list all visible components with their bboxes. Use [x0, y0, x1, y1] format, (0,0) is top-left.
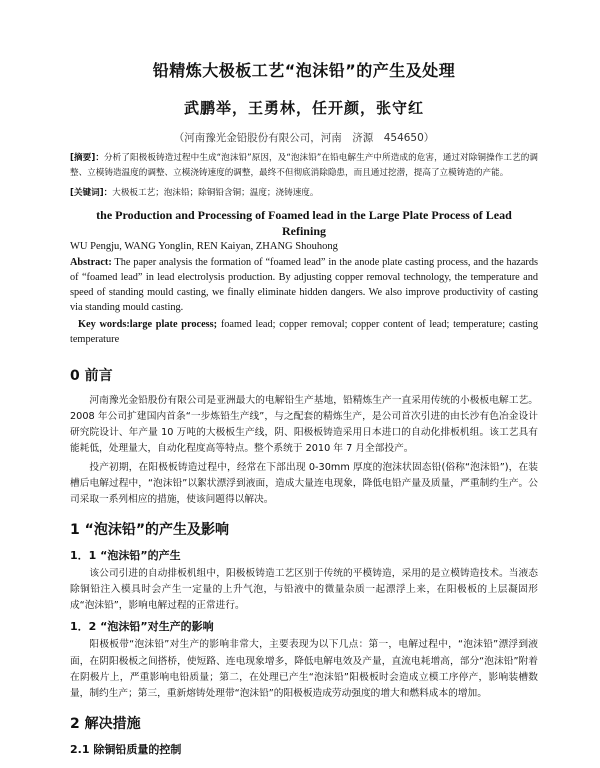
- authors-en: WU Pengju, WANG Yonglin, REN Kaiyan, ZHANG Shouhong: [70, 240, 338, 252]
- affiliation-cn: （河南豫光金铅股份有限公司，河南 济源 454650）: [173, 132, 435, 144]
- abstract-cn-text: 分析了阳极板铸造过程中生成“泡沫铅”原因，及“泡沫铅”在铅电解生产中所造成的危害，通过对除铜操作工艺的调整、立模铸造温度的调整、立模浇铸速度的调整，最终不但彻底消除隐患，而且通过挖潜，提高了立模铸造的产能。: [70, 153, 538, 178]
- paper-title-en: the Production and Processing of Foamed lead in the Large Plate Process of Lead Refining: [96, 207, 512, 238]
- abstract-en-label: Abstract:: [70, 256, 112, 268]
- section-1-2-heading: 1．2 “泡沫铅”对生产的影响: [70, 620, 214, 634]
- authors-cn: 武鹏举，王勇林，任开颜，张守红: [183, 99, 424, 117]
- abstract-en-text: The paper analysis the formation of “foamed lead” in the anode plate casting process, and the hazards of “foamed lead” in lead electrolysis production. By adjusting copper removal technology, the temperature and speed of standing mould casting, we finally eliminate hidden dangers. We also improve productivity of casting via standing mould casting.: [70, 256, 538, 313]
- keywords-en-text: foamed lead; copper removal; copper content of lead; temperature; casting temperature: [70, 318, 538, 345]
- keywords-en-bold: large plate process;: [129, 318, 218, 330]
- section-2-1-heading: 2.1 除铜铅质量的控制: [70, 742, 182, 756]
- section-1-1-heading: 1．1 “泡沫铅”的产生: [70, 548, 181, 562]
- paper-title-cn: 铅精炼大极板工艺“泡沫铅”的产生及处理: [152, 61, 456, 80]
- section-2-heading: 2 解决措施: [70, 715, 141, 732]
- section-1-heading: 1 “泡沫铅”的产生及影响: [70, 521, 230, 538]
- section-0-heading: 0 前言: [70, 367, 113, 384]
- abstract-cn-label: [摘要]：: [70, 153, 104, 163]
- section-0-paragraph-2: 投产初期，在阳极板铸造过程中，经常在下部出现 0-30mm 厚度的泡沫状固态铅(俗称“泡沫铅”)，在装槽后电解过程中，“泡沫铅”以絮状漂浮到液面，造成大量连电现象，降低电铅产量及质量，严重制约生产。公司采取一系列相应的措施，使该问题得以解决。: [70, 461, 538, 506]
- abstract-cn: [70, 151, 538, 180]
- keywords-cn-text: 大极板工艺；泡沫铅；除铜铅含铜；温度；浇铸速度。: [112, 188, 319, 198]
- keywords-en: [70, 317, 538, 347]
- section-1-2-paragraph: 阳极板带“泡沫铅”对生产的影响非常大，主要表现为以下几点：第一，电解过程中，“泡沫铅”漂浮到液面，在阴阳极板之间搭桥，使短路、连电现象增多，降低电解电效及产量，直流电耗增高，部分“泡沫铅”附着在阴极片上，严重影响电铅质量；第二，在处理已产生“泡沫铅”阳极板时会造成立模工序停产，影响装槽数量，制约生产；第三，重新熔铸处理带“泡沫铅”的阳极板造成劳动强度的增大和燃料成本的增加。: [70, 639, 538, 700]
- section-0-paragraph-1: 河南豫光金铅股份有限公司是亚洲最大的电解铅生产基地，铅精炼生产一直采用传统的小极板电解工艺。2008 年公司扩建国内首条“一步炼铅生产线”，与之配套的精炼生产，是公司首次引进的由长沙有色冶金设计研究院设计、年产量 10 万吨的大极板生产线，阴、阳极板铸造采用日本进口的自动化排板机组。该工艺具有能耗低，处理量大，自动化程度高等特点。整个系统于 2010 年 7 月全部投产。: [70, 394, 538, 455]
- keywords-cn-label: [关键词]：: [70, 188, 113, 198]
- abstract-en: [70, 255, 538, 315]
- keywords-cn: [70, 186, 538, 201]
- section-1-1-paragraph: 该公司引进的自动排板机组中，阳极板铸造工艺区别于传统的平模铸造，采用的是立模铸造技术。当液态除铜铅注入模具时会产生一定量的上升气泡，与铅液中的微量杂质一起漂浮上来，在阳极板的上层凝固形成“泡沫铅”，影响电解过程的正常进行。: [70, 567, 538, 612]
- keywords-en-label: Key words:: [78, 318, 130, 330]
